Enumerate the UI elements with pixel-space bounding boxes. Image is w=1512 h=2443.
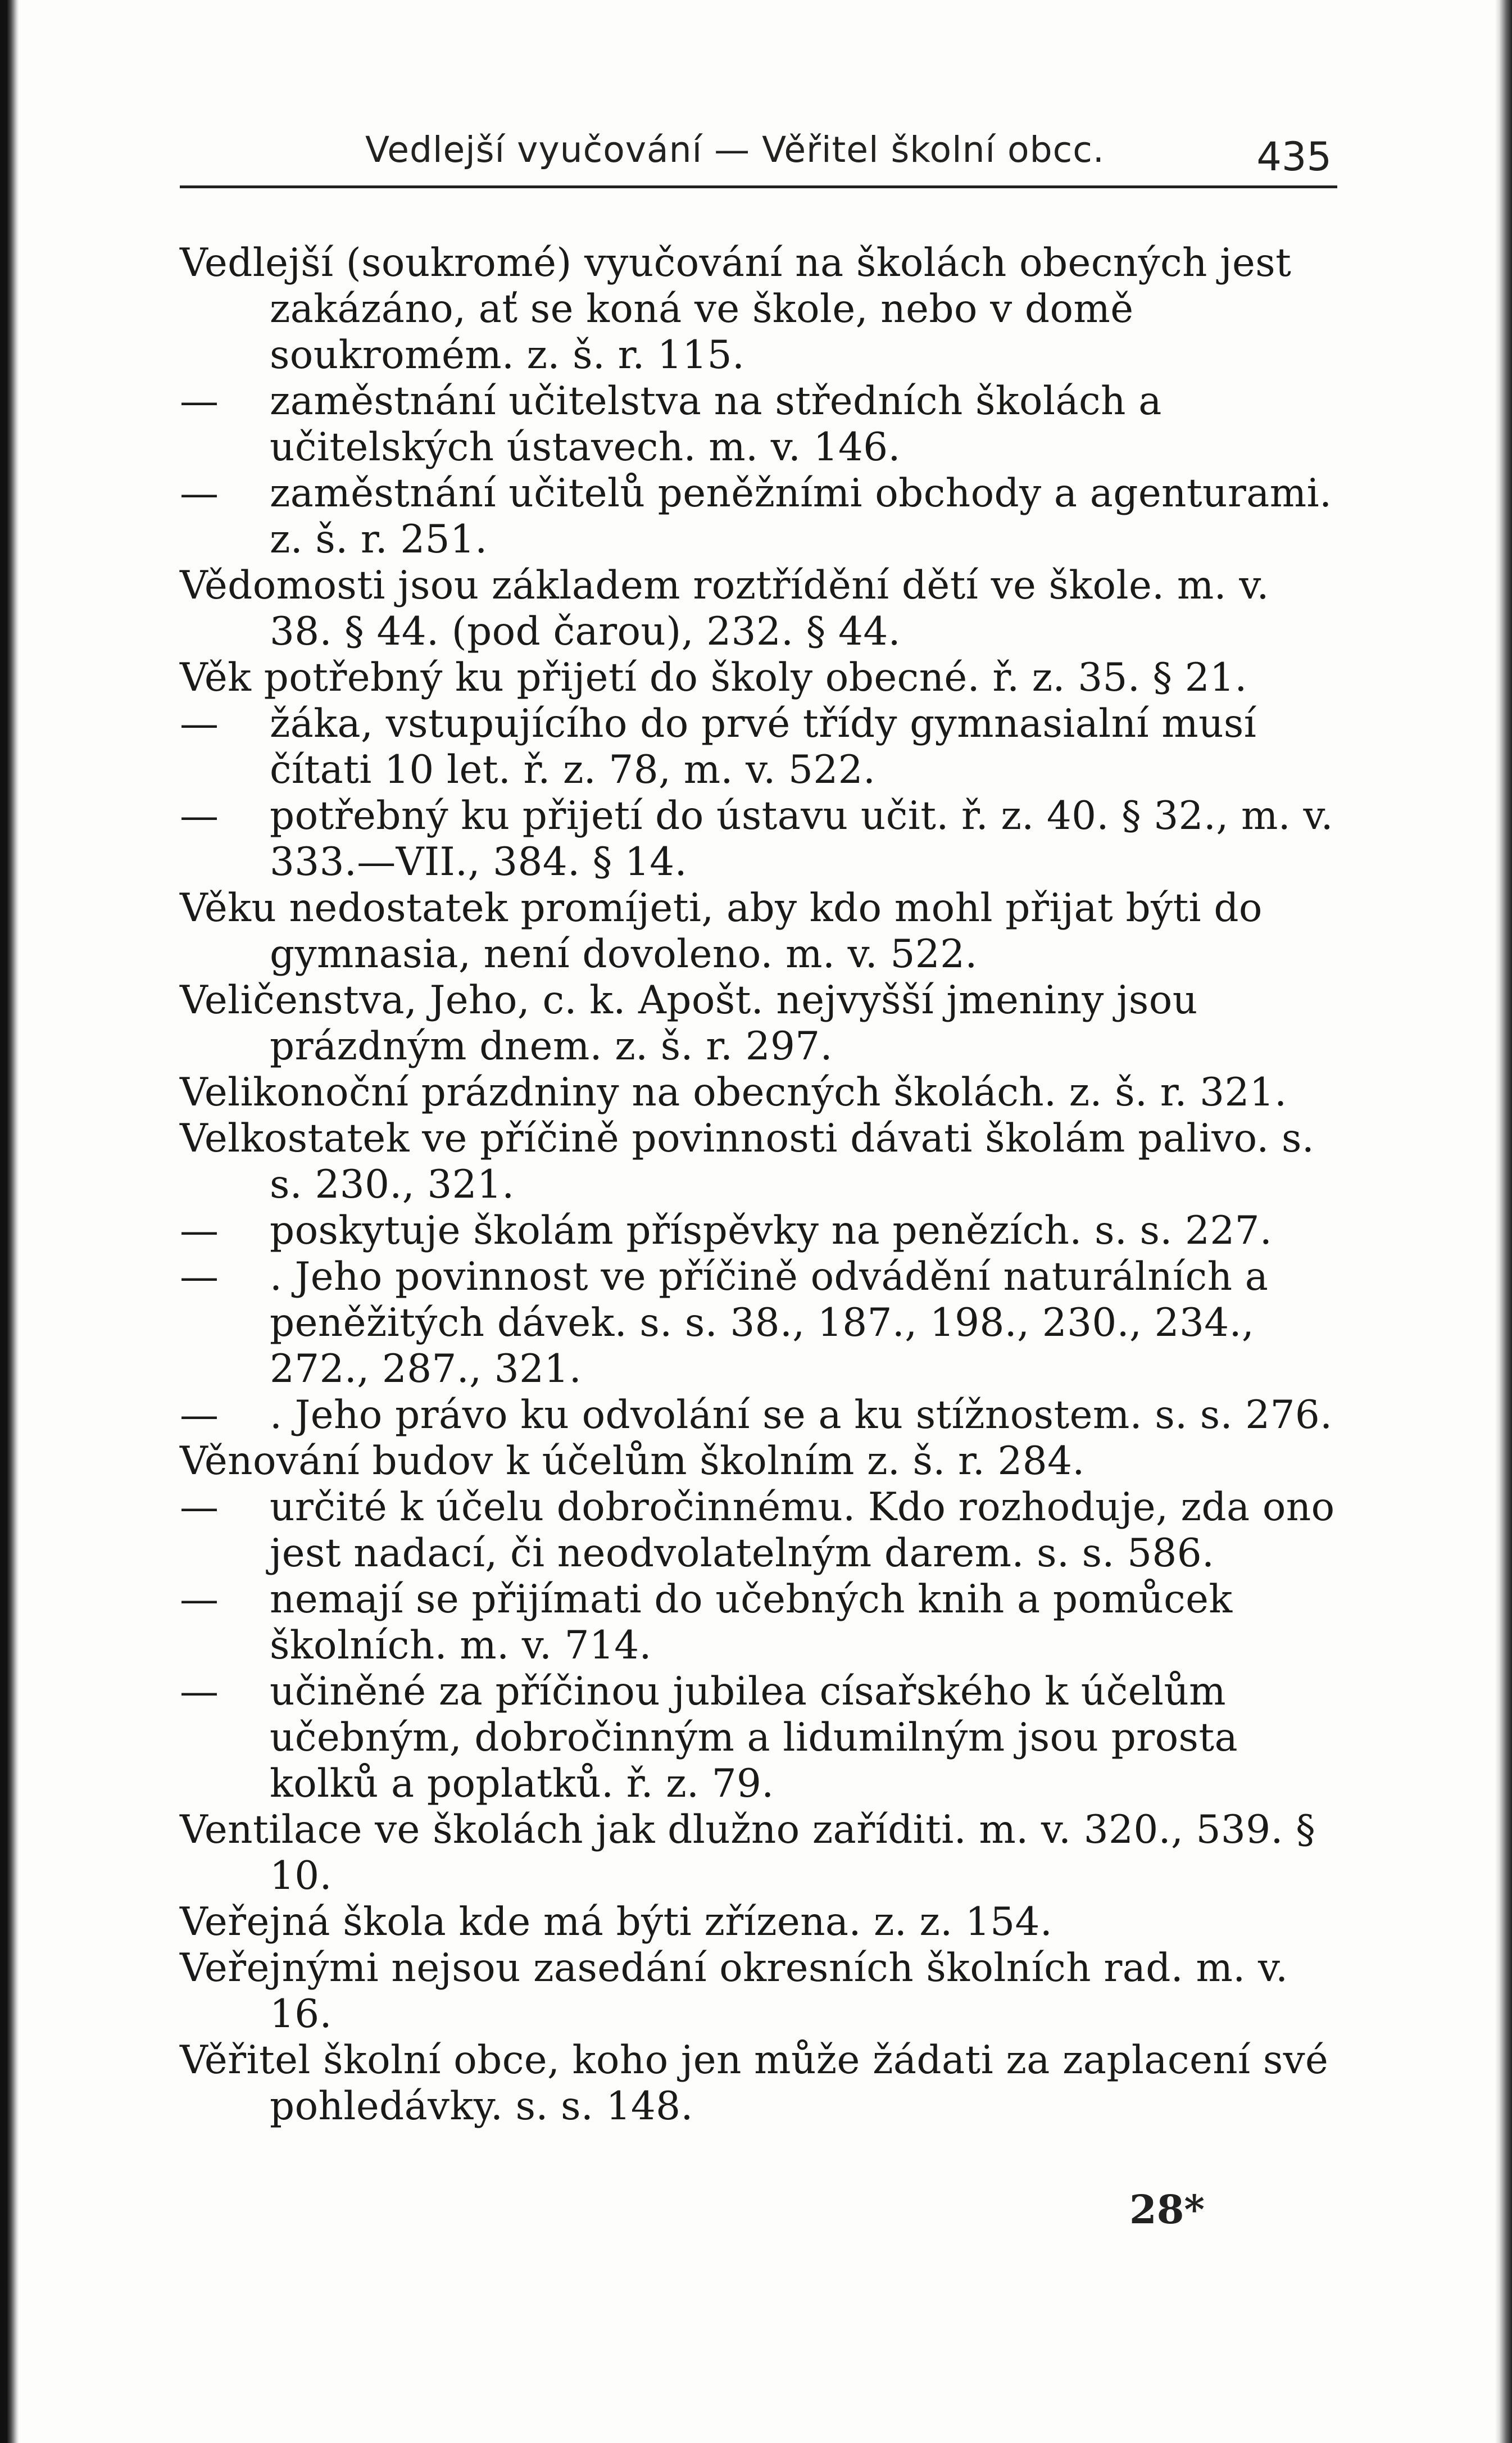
index-subentry — [180, 1576, 1337, 1669]
subentry-text: zaměstnání učitelů peněžními obchody a agenturami. z. š. r. 251. — [270, 471, 1332, 562]
index-entry — [180, 885, 1337, 977]
printer-signature: 28* — [1129, 2186, 1205, 2233]
entry-text: Ventilace ve školách jak dlužno zaříditi. m. v. 320., 539. § 10. — [180, 1807, 1316, 1898]
subentry-text: určité k účelu dobročinnému. Kdo rozhoduje, zda ono jest nadací, či neodvolatelným darem. s. s. 586. — [270, 1485, 1335, 1576]
index-entry — [180, 1807, 1337, 1899]
subentry-text: nemají se přijímati do učebných knih a pomůcek školních. m. v. 714. — [270, 1577, 1233, 1668]
subentry-text: učiněné za příčinou jubilea císařského k účelům učebným, dobročinným a lidumilným jsou prosta kolků a poplatků. ř. z. 79. — [270, 1669, 1238, 1806]
entry-text: Věk potřebný ku přijetí do školy obecné. ř. z. 35. § 21. — [180, 655, 1247, 700]
index-subentry — [180, 1208, 1337, 1254]
subentry-text: . Jeho povinnost ve příčině odvádění naturálních a peněžitých dávek. s. s. 38., 187., 198., 230., 234., 272., 287., 321. — [270, 1254, 1269, 1392]
index-entry — [180, 655, 1337, 701]
index-entries — [180, 240, 1337, 2129]
entry-text: Vědomosti jsou základem roztřídění dětí ve škole. m. v. 38. § 44. (pod čarou), 232. § 44. — [180, 563, 1269, 654]
scan-edge-left — [0, 0, 19, 2443]
page-number: 435 — [1256, 134, 1332, 180]
scan-edge-right — [1495, 0, 1512, 2443]
entry-text: Věřitel školní obce, koho jen může žádati za zaplacení své pohledávky. s. s. 148. — [180, 2038, 1329, 2129]
index-subentry — [180, 793, 1337, 885]
index-entry — [180, 240, 1337, 378]
dash: — — [180, 1669, 219, 1714]
index-entry — [180, 1069, 1337, 1116]
dash: — — [180, 701, 219, 746]
entry-text: Věku nedostatek promíjeti, aby kdo mohl přijat býti do gymnasia, není dovoleno. m. v. 522. — [180, 886, 1263, 977]
entry-text: Veličenstva, Jeho, c. k. Apošt. nejvyšší jmeniny jsou prázdným dnem. z. š. r. 297. — [180, 978, 1198, 1069]
index-entry — [180, 563, 1337, 655]
index-entry — [180, 1899, 1337, 1945]
subentry-text: poskytuje školám příspěvky na penězích. s. s. 227. — [270, 1208, 1273, 1253]
index-entry — [180, 2037, 1337, 2129]
entry-text: Věnování budov k účelům školním z. š. r. 284. — [180, 1439, 1085, 1484]
dash: — — [180, 471, 219, 516]
entry-text: Veřejná škola kde má býti zřízena. z. z. 154. — [180, 1900, 1053, 1945]
subentry-text: žáka, vstupujícího do prvé třídy gymnasialní musí čítati 10 let. ř. z. 78, m. v. 522. — [270, 701, 1257, 792]
dash: — — [180, 1208, 219, 1253]
running-title: Vedlejší vyučování — Věřitel školní obcc. — [365, 129, 1105, 170]
dash: — — [180, 1577, 219, 1622]
subentry-text: zaměstnání učitelstva na středních školách a učitelských ústavech. m. v. 146. — [270, 379, 1162, 470]
dash: — — [180, 379, 219, 424]
subentry-text: . Jeho právo ku odvolání se a ku stížnostem. s. s. 276. — [270, 1393, 1333, 1438]
entry-text: Velikonoční prázdniny na obecných školách. z. š. r. 321. — [180, 1070, 1287, 1115]
running-head — [180, 118, 1337, 188]
index-entry — [180, 1945, 1337, 2037]
dash: — — [180, 794, 219, 838]
index-subentry — [180, 470, 1337, 563]
book-page — [180, 118, 1337, 2129]
index-subentry — [180, 1669, 1337, 1807]
dash: — — [180, 1254, 219, 1299]
entry-text: Veřejnými nejsou zasedání okresních školních rad. m. v. 16. — [180, 1946, 1288, 2037]
subentry-text: potřebný ku přijetí do ústavu učit. ř. z. 40. § 32., m. v. 333.—VII., 384. § 14. — [270, 794, 1334, 885]
index-entry — [180, 977, 1337, 1069]
index-subentry — [180, 1484, 1337, 1576]
dash: — — [180, 1393, 219, 1438]
index-subentry — [180, 1392, 1337, 1438]
entry-text: Velkostatek ve příčině povinnosti dávati školám palivo. s. s. 230., 321. — [180, 1116, 1315, 1207]
index-subentry — [180, 701, 1337, 793]
dash: — — [180, 1485, 219, 1530]
index-entry — [180, 1116, 1337, 1208]
index-entry — [180, 1438, 1337, 1484]
index-subentry — [180, 1254, 1337, 1392]
index-subentry — [180, 378, 1337, 470]
entry-text: Vedlejší (soukromé) vyučování na školách obecných jest zakázáno, ať se koná ve škole, nebo v domě soukromém. z. š. r. 115. — [180, 241, 1292, 378]
